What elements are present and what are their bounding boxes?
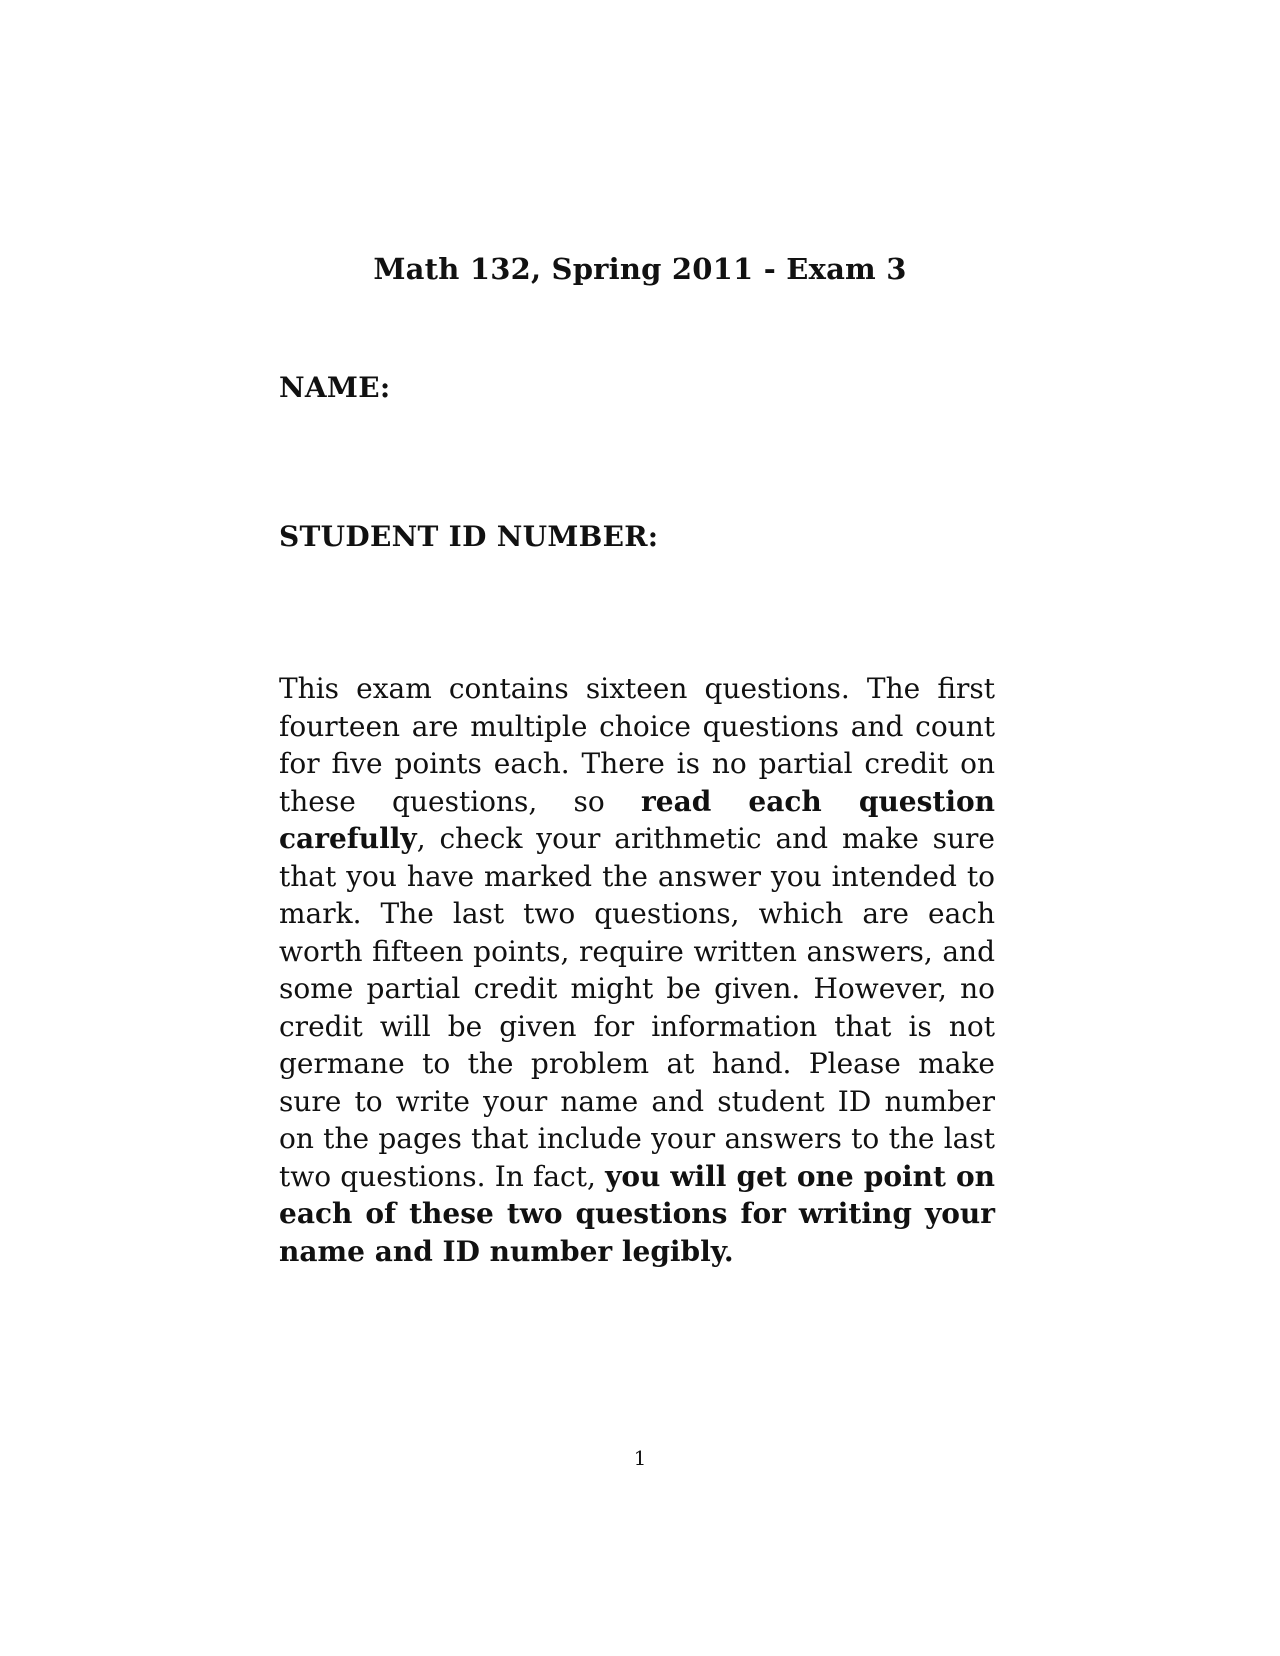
page-number: 1 (633, 1446, 647, 1470)
exam-instructions (279, 670, 995, 1270)
exam-title: Math 132, Spring 2011 - Exam 3 (373, 252, 907, 286)
student-id-field-label: STUDENT ID NUMBER: (279, 520, 659, 553)
instructions-text-2: , check your arithmetic and make sure that you have marked the answer you intended to mark. The last two questions, which are each worth fifteen points, require written answers, and some partial credit might be given. However, no credit will be given for information that is not germane to the problem at hand. Please make sure to write your name and student ID number on the pages that include your answers to the last two questions. In fact, (279, 822, 995, 1193)
instructions-text-1: This exam contains sixteen questions. The first fourteen are multiple choice questions and count for five points each. There is no partial credit on these questions, so (279, 672, 995, 818)
name-field-label: NAME: (279, 371, 391, 404)
instructions-emphasis-read-carefully: read each question carefully (279, 784, 995, 855)
instructions-emphasis-name-point: you will get one point on each of these two questions for writing your name and ID number legibly. (279, 1159, 995, 1268)
